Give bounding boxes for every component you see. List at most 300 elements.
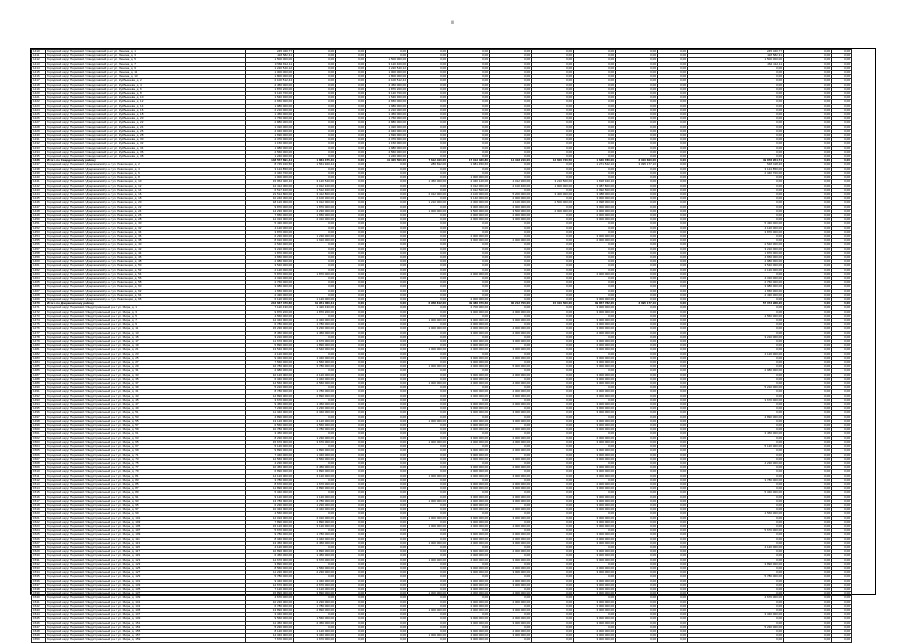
address-cell: Городской округ Пермский / Дзержинский р-н / ул. Революции, д. 38: [46, 239, 246, 243]
row-number-cell: 1544: [32, 613, 46, 617]
amount-cell: 1 450 000,00: [294, 554, 336, 558]
row-number-cell: 1530: [32, 554, 46, 558]
amount-cell: 0,00: [366, 621, 408, 625]
amount-cell: 0,00: [448, 71, 490, 75]
amount-cell: 1 980 000,00: [366, 104, 408, 108]
amount-cell: 0,00: [366, 579, 408, 583]
amount-cell: 1 000 000,00: [408, 209, 448, 213]
remainder-cell: 0,00: [832, 87, 852, 91]
amount-cell: 0,00: [532, 575, 574, 579]
balance-cell: 0,00: [688, 382, 784, 386]
amount-cell: 0,00: [448, 58, 490, 62]
amount-cell: 0,00: [532, 293, 574, 297]
row-number-cell: 1476: [32, 327, 46, 331]
amount-cell: 0,00: [408, 293, 448, 297]
total-cell: 10 120 000,00: [246, 373, 294, 377]
amount-cell: 0,00: [490, 503, 532, 507]
flag-cell: 0,00: [784, 134, 832, 138]
amount-cell: 0,00: [616, 419, 658, 423]
amount-cell: 0,00: [294, 352, 336, 356]
amount-cell: 0,00: [366, 609, 408, 613]
remainder-cell: 0,00: [832, 520, 852, 524]
amount-cell: 0,00: [532, 365, 574, 369]
amount-cell: 1 780 000,00: [294, 323, 336, 327]
remainder-cell: 0,00: [832, 617, 852, 621]
amount-cell: 1 000 000,00: [408, 541, 448, 545]
address-cell: Городской округ Пермский / Дзержинский р-н / ул. Революции, д. 66: [46, 297, 246, 301]
balance-cell: 0,00: [688, 108, 784, 112]
total-cell: 2 100 512,44: [246, 79, 294, 83]
amount-cell: 2 000 000,00: [448, 213, 490, 217]
remainder-cell: 0,00: [832, 276, 852, 280]
amount-cell: 0,00: [294, 155, 336, 159]
amount-cell: 0,00: [408, 377, 448, 381]
amount-cell: 0,00: [336, 394, 366, 398]
amount-cell: 3 000 000,00: [574, 592, 616, 596]
total-cell: 4 560 000,00: [246, 314, 294, 318]
amount-cell: 0,00: [448, 613, 490, 617]
flag-cell: 0,00: [784, 613, 832, 617]
amount-cell: 0,00: [366, 470, 408, 474]
amount-cell: 0,00: [366, 600, 408, 604]
amount-cell: 0,00: [448, 113, 490, 117]
amount-cell: 0,00: [616, 453, 658, 457]
amount-cell: 0,00: [366, 495, 408, 499]
amount-cell: 3 000 000,00: [574, 377, 616, 381]
amount-cell: 0,00: [408, 222, 448, 226]
amount-cell: 0,00: [294, 293, 336, 297]
amount-cell: 0,00: [448, 75, 490, 79]
amount-cell: 0,00: [490, 588, 532, 592]
total-cell: 3 120 700,00: [246, 92, 294, 96]
amount-cell: 3 000 000,00: [448, 310, 490, 314]
amount-cell: 0,00: [616, 268, 658, 272]
amount-cell: 0,00: [658, 121, 688, 125]
amount-cell: 0,00: [336, 218, 366, 222]
amount-cell: 0,00: [366, 222, 408, 226]
amount-cell: 2 000 000,00: [448, 234, 490, 238]
amount-cell: 0,00: [532, 306, 574, 310]
balance-cell: 0,00: [688, 209, 784, 213]
amount-cell: 0,00: [336, 243, 366, 247]
amount-cell: 0,00: [336, 331, 366, 335]
amount-cell: 0,00: [574, 230, 616, 234]
total-cell: 7 230 000,00: [246, 407, 294, 411]
amount-cell: 0,00: [616, 192, 658, 196]
amount-cell: 0,00: [336, 297, 366, 301]
amount-cell: 0,00: [336, 625, 366, 629]
total-cell: 18 120 000,00: [246, 201, 294, 205]
row-number-cell: 1439: [32, 171, 46, 175]
amount-cell: 0,00: [336, 373, 366, 377]
amount-cell: 1 120 000,00: [294, 588, 336, 592]
flag-cell: 0,00: [784, 113, 832, 117]
address-cell: Городской округ Пермский / Свердловский р-н / ул. Куйбышева, д. 34: [46, 146, 246, 150]
amount-cell: 0,00: [366, 491, 408, 495]
amount-cell: 0,00: [336, 54, 366, 58]
total-cell: 4 120 000,00: [246, 545, 294, 549]
amount-cell: 0,00: [490, 344, 532, 348]
flag-cell: 0,00: [784, 403, 832, 407]
amount-cell: 0,00: [658, 243, 688, 247]
address-cell: Городской округ Пермский / Индустриальный р-н / ул. Мира, д. 159: [46, 638, 246, 642]
remainder-cell: 0,00: [832, 411, 852, 415]
remainder-cell: 0,00: [832, 54, 852, 58]
amount-cell: 0,00: [490, 96, 532, 100]
total-cell: 10 890 000,00: [246, 550, 294, 554]
amount-cell: 0,00: [366, 524, 408, 528]
amount-cell: 0,00: [658, 142, 688, 146]
balance-cell: 548 418,20: [688, 163, 784, 167]
row-number-cell: 1446: [32, 201, 46, 205]
address-cell: Городской округ Пермский / Индустриальный р-н / ул. Мира, д. 7: [46, 319, 246, 323]
amount-cell: 0,00: [616, 71, 658, 75]
row-number-cell: 1531: [32, 558, 46, 562]
amount-cell: 0,00: [336, 592, 366, 596]
amount-cell: 0,00: [336, 79, 366, 83]
amount-cell: 0,00: [408, 314, 448, 318]
amount-cell: 0,00: [366, 289, 408, 293]
amount-cell: 0,00: [574, 75, 616, 79]
amount-cell: 0,00: [366, 205, 408, 209]
amount-cell: 2 000 000,00: [490, 205, 532, 209]
amount-cell: 0,00: [448, 117, 490, 121]
total-cell: 14 120 000,00: [246, 474, 294, 478]
amount-cell: 0,00: [294, 562, 336, 566]
amount-cell: 0,00: [574, 398, 616, 402]
balance-cell: 2 430 000,00: [688, 293, 784, 297]
amount-cell: 3 000 000,00: [490, 583, 532, 587]
amount-cell: 0,00: [616, 487, 658, 491]
remainder-cell: 0,00: [832, 373, 852, 377]
amount-cell: 0,00: [366, 184, 408, 188]
address-cell: Городской округ Пермский / Индустриальный р-н / ул. Мира, д. 115: [46, 545, 246, 549]
amount-cell: 3 230 000,00: [294, 327, 336, 331]
data-table: [31, 49, 898, 643]
address-cell: Городской округ Пермский / Дзержинский р-н / ул. Революции, д. 24: [46, 209, 246, 213]
amount-cell: 1 271 542,10: [574, 163, 616, 167]
amount-cell: 0,00: [448, 293, 490, 297]
amount-cell: 0,00: [616, 613, 658, 617]
amount-cell: 0,00: [336, 533, 366, 537]
amount-cell: 3 000 000,00: [448, 600, 490, 604]
row-number-cell: 1449: [32, 213, 46, 217]
amount-cell: 0,00: [532, 541, 574, 545]
address-cell: Городской округ Пермский / Индустриальный р-н / ул. Мира, д. 69: [46, 449, 246, 453]
amount-cell: 0,00: [336, 134, 366, 138]
address-cell: Городской округ Пермский / Индустриальный р-н / ул. Мира, д. 31: [46, 369, 246, 373]
remainder-cell: 0,00: [832, 592, 852, 596]
remainder-cell: 0,00: [832, 361, 852, 365]
amount-cell: 3 210 500,00: [532, 180, 574, 184]
amount-cell: 0,00: [574, 226, 616, 230]
flag-cell: 0,00: [784, 209, 832, 213]
amount-cell: 0,00: [532, 348, 574, 352]
amount-cell: 0,00: [616, 113, 658, 117]
address-cell: Городской округ Пермский / Свердловский р-н / ул. Куйбышева, д. 12: [46, 100, 246, 104]
amount-cell: 0,00: [532, 520, 574, 524]
amount-cell: 3 000 000,00: [574, 310, 616, 314]
amount-cell: 0,00: [366, 566, 408, 570]
amount-cell: 0,00: [532, 613, 574, 617]
flag-cell: 0,00: [784, 276, 832, 280]
amount-cell: 0,00: [336, 491, 366, 495]
amount-cell: 3 000 000,00: [574, 487, 616, 491]
total-cell: 2 210 000,00: [246, 108, 294, 112]
balance-cell: 0,00: [688, 83, 784, 87]
amount-cell: 2 998 000,00: [574, 201, 616, 205]
flag-cell: 0,00: [784, 268, 832, 272]
address-cell: Городской округ Пермский / Дзержинский р-н / ул. Революции, д. 36: [46, 234, 246, 238]
amount-cell: 0,00: [448, 50, 490, 54]
balance-cell: 5 340 000,00: [688, 491, 784, 495]
amount-cell: 0,00: [616, 276, 658, 280]
amount-cell: 2 000 000,00: [448, 470, 490, 474]
amount-cell: 1 230 000,00: [294, 407, 336, 411]
amount-cell: 0,00: [294, 134, 336, 138]
address-cell: Городской округ Пермский / Дзержинский р-н / ул. Революции, д. 40: [46, 243, 246, 247]
amount-cell: 3 000 000,00: [574, 499, 616, 503]
amount-cell: 3 000 000,00: [574, 466, 616, 470]
total-cell: 9 780 000,00: [246, 533, 294, 537]
amount-cell: 0,00: [658, 491, 688, 495]
amount-cell: 0,00: [408, 445, 448, 449]
amount-cell: 0,00: [408, 453, 448, 457]
amount-cell: 0,00: [336, 58, 366, 62]
amount-cell: 0,00: [616, 83, 658, 87]
amount-cell: 0,00: [448, 96, 490, 100]
amount-cell: 0,00: [532, 281, 574, 285]
amount-cell: 0,00: [658, 213, 688, 217]
total-cell: 4 560 000,00: [246, 512, 294, 516]
remainder-cell: 0,00: [832, 251, 852, 255]
amount-cell: 0,00: [574, 478, 616, 482]
address-cell: Городской округ Пермский / Индустриальный р-н / ул. Мира, д. 9: [46, 323, 246, 327]
amount-cell: 0,00: [532, 314, 574, 318]
amount-cell: 0,00: [532, 512, 574, 516]
amount-cell: 0,00: [658, 529, 688, 533]
amount-cell: 0,00: [336, 209, 366, 213]
flag-cell: 0,00: [784, 155, 832, 159]
amount-cell: 0,00: [336, 566, 366, 570]
row-number-cell: 1410: [32, 50, 46, 54]
total-cell: 3 124 850,00: [246, 167, 294, 171]
amount-cell: 2 000 000,00: [490, 617, 532, 621]
amount-cell: 3 000 000,00: [574, 516, 616, 520]
amount-cell: 2 000 000,00: [448, 344, 490, 348]
amount-cell: 0,00: [366, 50, 408, 54]
amount-cell: 0,00: [294, 276, 336, 280]
amount-cell: 0,00: [336, 621, 366, 625]
amount-cell: 0,00: [616, 167, 658, 171]
amount-cell: 2 040 000,00: [366, 129, 408, 133]
amount-cell: 0,00: [366, 54, 408, 58]
amount-cell: 0,00: [336, 66, 366, 70]
remainder-cell: 0,00: [832, 344, 852, 348]
remainder-cell: 0,00: [832, 255, 852, 259]
amount-cell: 0,00: [294, 369, 336, 373]
amount-cell: 0,00: [336, 281, 366, 285]
amount-cell: 0,00: [294, 171, 336, 175]
address-cell: Городской округ Пермский / Индустриальный р-н / ул. Мира, д. 15: [46, 335, 246, 339]
amount-cell: 0,00: [616, 104, 658, 108]
remainder-cell: 0,00: [832, 436, 852, 440]
amount-cell: 0,00: [616, 432, 658, 436]
amount-cell: 0,00: [294, 79, 336, 83]
amount-cell: 0,00: [366, 419, 408, 423]
amount-cell: 0,00: [336, 550, 366, 554]
amount-cell: 0,00: [294, 575, 336, 579]
address-cell: Городской округ Пермский / Индустриальный р-н / ул. Мира, д. 17: [46, 340, 246, 344]
row-number-cell: 1482: [32, 352, 46, 356]
balance-cell: 4 120 000,00: [688, 545, 784, 549]
amount-cell: 3 000 000,00: [574, 424, 616, 428]
amount-cell: 0,00: [366, 390, 408, 394]
row-number-cell: 1550: [32, 638, 46, 642]
amount-cell: 0,00: [294, 251, 336, 255]
flag-cell: 0,00: [784, 600, 832, 604]
amount-cell: 0,00: [294, 264, 336, 268]
table-row: [32, 638, 898, 642]
amount-cell: 0,00: [574, 255, 616, 259]
amount-cell: 3 000 000,00: [574, 403, 616, 407]
amount-cell: 3 000 000,00: [490, 394, 532, 398]
balance-cell: 0,00: [688, 297, 784, 301]
address-cell: Городской округ Пермский / Индустриальный р-н / ул. Мира, д. 65: [46, 440, 246, 444]
amount-cell: 0,00: [366, 592, 408, 596]
amount-cell: 0,00: [336, 588, 366, 592]
amount-cell: 2 010 000,00: [294, 516, 336, 520]
amount-cell: 0,00: [408, 583, 448, 587]
amount-cell: 3 000 000,00: [574, 554, 616, 558]
balance-cell: 5 230 000,00: [688, 625, 784, 629]
amount-cell: 2 370 000,00: [366, 138, 408, 142]
amount-cell: 2 000 000,00: [574, 344, 616, 348]
amount-cell: 0,00: [532, 617, 574, 621]
balance-cell: 0,00: [688, 234, 784, 238]
amount-cell: 0,00: [532, 226, 574, 230]
address-cell: Городской округ Пермский / Индустриальный р-н / ул. Мира, д. 55: [46, 419, 246, 423]
amount-cell: 3 000 000,00: [574, 382, 616, 386]
amount-cell: 2 000 000,00: [490, 436, 532, 440]
amount-cell: 2 560 000,00: [294, 382, 336, 386]
amount-cell: 3 000 000,00: [448, 361, 490, 365]
address-cell: Городской округ Пермский / Индустриальный р-н / ул. Мира, д. 1: [46, 306, 246, 310]
amount-cell: 0,00: [616, 411, 658, 415]
remainder-cell: 0,00: [832, 268, 852, 272]
amount-cell: 0,00: [336, 428, 366, 432]
row-number-cell: 1527: [32, 541, 46, 545]
address-cell: Городской округ Пермский / Индустриальный р-н / ул. Мира, д. 3: [46, 310, 246, 314]
remainder-cell: 0,00: [832, 356, 852, 360]
row-number-cell: 1489: [32, 382, 46, 386]
flag-cell: 0,00: [784, 638, 832, 642]
remainder-cell: 0,00: [832, 461, 852, 465]
amount-cell: 0,00: [658, 293, 688, 297]
amount-cell: 0,00: [448, 398, 490, 402]
amount-cell: 3 000 000,00: [448, 390, 490, 394]
amount-cell: 0,00: [532, 79, 574, 83]
amount-cell: 0,00: [532, 491, 574, 495]
amount-cell: 0,00: [366, 176, 408, 180]
amount-cell: 0,00: [658, 129, 688, 133]
row-number-cell: 1461: [32, 264, 46, 268]
flag-cell: 0,00: [784, 361, 832, 365]
address-cell: Городской округ Пермский / Индустриальный р-н / ул. Мира, д. 129: [46, 575, 246, 579]
amount-cell: 3 000 000,00: [448, 487, 490, 491]
remainder-cell: 0,00: [832, 192, 852, 196]
balance-cell: 0,00: [688, 440, 784, 444]
amount-cell: 0,00: [294, 625, 336, 629]
amount-cell: 0,00: [532, 230, 574, 234]
amount-cell: 0,00: [616, 234, 658, 238]
amount-cell: 2 000 000,00: [574, 537, 616, 541]
total-cell: 9 870 000,00: [246, 205, 294, 209]
amount-cell: 30 212 700,00: [490, 302, 532, 306]
amount-cell: 0,00: [448, 171, 490, 175]
amount-cell: 1 870 200,00: [366, 87, 408, 91]
amount-cell: 0,00: [532, 247, 574, 251]
remainder-cell: 0,00: [832, 293, 852, 297]
amount-cell: 3 000 000,00: [574, 520, 616, 524]
address-cell: Городской округ Пермский / Свердловский р-н / ул. Куйбышева, д. 14: [46, 104, 246, 108]
amount-cell: 0,00: [490, 87, 532, 91]
row-number-cell: 1481: [32, 348, 46, 352]
total-cell: 12 010 000,00: [246, 516, 294, 520]
amount-cell: 0,00: [532, 592, 574, 596]
amount-cell: 0,00: [490, 289, 532, 293]
amount-cell: 2 120 000,00: [294, 373, 336, 377]
amount-cell: 0,00: [336, 449, 366, 453]
total-cell: 3 340 000,00: [246, 613, 294, 617]
amount-cell: 0,00: [448, 491, 490, 495]
flag-cell: 0,00: [784, 348, 832, 352]
amount-cell: 1 780 000,00: [294, 604, 336, 608]
amount-cell: 0,00: [616, 495, 658, 499]
amount-cell: 0,00: [408, 369, 448, 373]
amount-cell: 0,00: [616, 373, 658, 377]
balance-cell: 0,00: [688, 125, 784, 129]
amount-cell: 0,00: [658, 533, 688, 537]
amount-cell: 2 000 000,00: [490, 466, 532, 470]
amount-cell: 3 000 000,00: [448, 453, 490, 457]
address-cell: Городской округ Пермский / Свердловский р-н / ул. Ленина, д. 1: [46, 50, 246, 54]
balance-cell: 0,00: [688, 403, 784, 407]
address-cell: Городской округ Пермский / Свердловский р-н / ул. Куйбышева, д. 4: [46, 83, 246, 87]
address-cell: Итого по Свердловскому району: [46, 159, 246, 163]
amount-cell: 0,00: [336, 365, 366, 369]
balance-cell: 4 560 000,00: [688, 314, 784, 318]
amount-cell: 0,00: [408, 155, 448, 159]
amount-cell: 4 000 000,00: [448, 327, 490, 331]
flag-cell: 0,00: [784, 340, 832, 344]
amount-cell: 4 000 000,00: [448, 609, 490, 613]
amount-cell: 0,00: [490, 142, 532, 146]
amount-cell: 0,00: [616, 239, 658, 243]
row-number-cell: 1457: [32, 247, 46, 251]
amount-cell: 0,00: [532, 255, 574, 259]
amount-cell: 0,00: [574, 96, 616, 100]
amount-cell: 0,00: [532, 487, 574, 491]
amount-cell: 0,00: [294, 50, 336, 54]
address-cell: Городской округ Пермский / Индустриальный р-н / ул. Мира, д. 157: [46, 634, 246, 638]
total-cell: 6 780 000,00: [246, 323, 294, 327]
amount-cell: 0,00: [490, 461, 532, 465]
amount-cell: 4 000 000,00: [448, 474, 490, 478]
balance-cell: 0,00: [688, 71, 784, 75]
amount-cell: 0,00: [448, 432, 490, 436]
amount-cell: 0,00: [658, 155, 688, 159]
